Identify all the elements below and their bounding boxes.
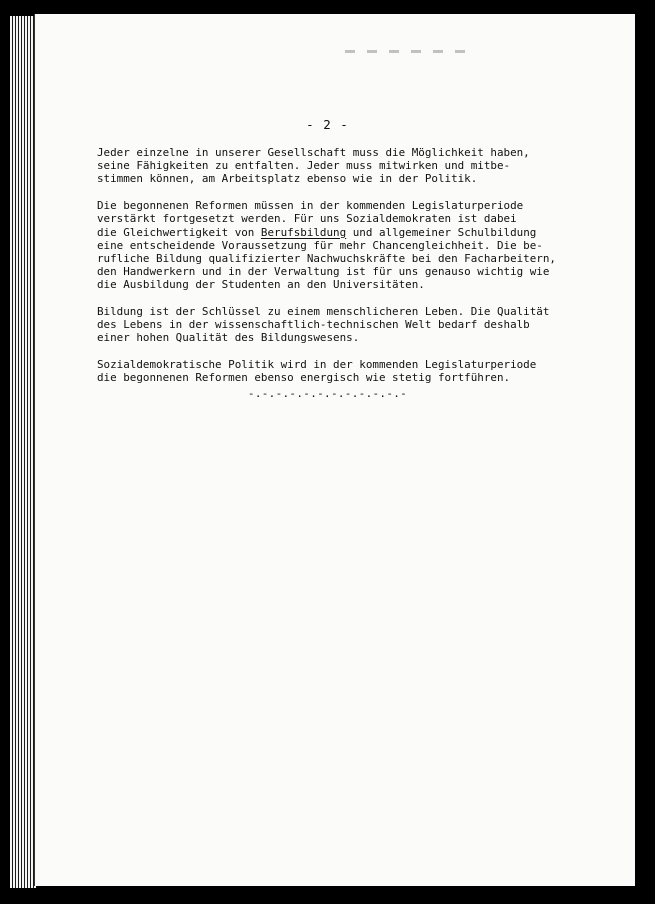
- document-body: [97, 146, 597, 398]
- text-line: Sozialdemokratische Politik wird in der kommenden Legislaturperiode: [97, 358, 537, 372]
- paragraph-1: [97, 146, 597, 186]
- text-line: eine entscheidende Voraussetzung für mehr Chancengleichheit. Die be-: [97, 238, 543, 252]
- text-line: Jeder einzelne in unserer Gesellschaft muss die Möglichkeit haben,: [97, 146, 530, 159]
- paragraph-4: [97, 358, 597, 384]
- text-line: die Ausbildung der Studenten an den Universitäten.: [97, 278, 425, 292]
- text-line: den Handwerkern und in der Verwaltung ist für uns genauso wichtig wie: [97, 265, 550, 279]
- text-line: seine Fähigkeiten zu entfalten. Jeder muss mitwirken und mitbe-: [97, 159, 511, 173]
- text-line: einer hohen Qualität des Bildungswesens.: [97, 331, 360, 345]
- document-page: [34, 14, 635, 886]
- text-line: die begonnenen Reformen ebenso energisch wie stetig fortführen.: [97, 371, 511, 385]
- line-prefix: die Gleichwertigkeit von: [97, 225, 261, 239]
- scan-artifact-marks: [345, 50, 465, 53]
- text-line: Bildung ist der Schlüssel zu einem menschlicheren Leben. Die Qualität: [97, 305, 550, 319]
- text-line: des Lebens in der wissenschaftlich-technischen Welt bedarf deshalb: [97, 318, 530, 332]
- text-line: rufliche Bildung qualifizierter Nachwuchskräfte bei den Facharbeitern,: [97, 251, 556, 265]
- end-mark: -.-.-.-.-.-.-.-.-.-.-.-: [247, 387, 408, 400]
- paragraph-2: [97, 199, 597, 291]
- stacked-page-edges: [10, 16, 36, 888]
- page-number: - 2 -: [306, 117, 349, 132]
- text-line: verstärkt fortgesetzt werden. Für uns Sozialdemokraten ist dabei: [97, 212, 517, 226]
- text-line-with-underline: [97, 226, 597, 239]
- line-suffix: und allgemeiner Schulbildung: [346, 225, 537, 239]
- paragraph-3: [97, 305, 597, 345]
- text-line: Die begonnenen Reformen müssen in der kommenden Legislaturperiode: [97, 199, 524, 213]
- underlined-term: Berufsbildung: [260, 225, 347, 239]
- text-line: stimmen können, am Arbeitsplatz ebenso wie in der Politik.: [97, 172, 478, 186]
